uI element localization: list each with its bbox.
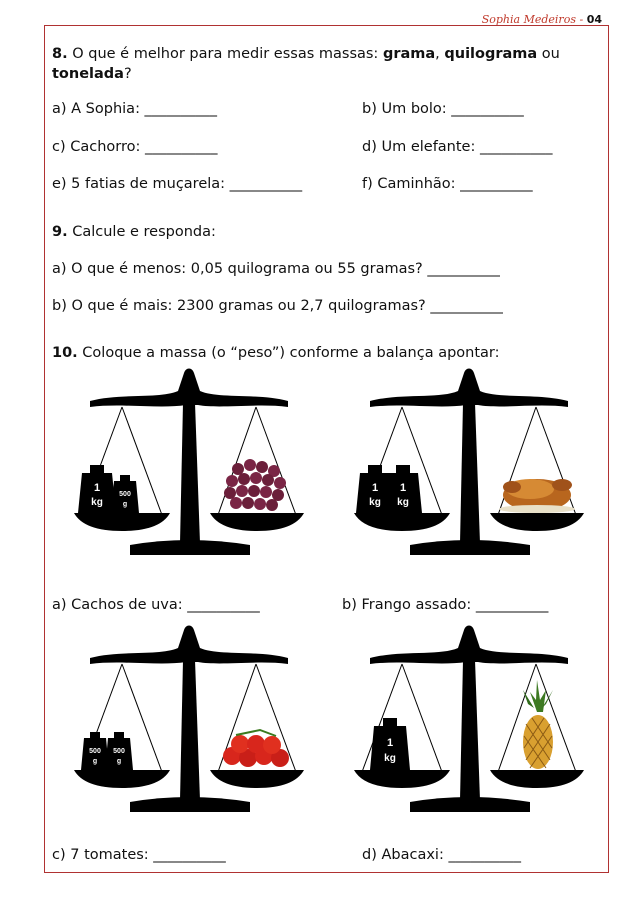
svg-text:kg: kg [369,497,381,508]
q10-caption-c: c) 7 tomates: __________ [52,847,226,863]
weight-500g [81,732,109,770]
q10-caption-a: a) Cachos de uva: __________ [52,597,260,613]
balance-icon [354,369,584,556]
q9-title: 9. Calcule e responda: [52,224,216,240]
svg-text:500: 500 [113,748,125,755]
svg-text:kg: kg [91,497,103,508]
page-header: Sophia Medeiros - 04 [481,13,602,26]
weight-1kg [370,718,410,770]
svg-text:g: g [116,758,122,765]
svg-text:kg: kg [384,753,396,764]
grapes-icon [224,459,286,511]
author-signature: Sophia Medeiros [481,13,576,26]
q8-item-e: e) 5 fatias de muçarela: __________ [52,176,303,192]
svg-text:kg: kg [397,497,409,508]
balance-scale-d [340,620,600,830]
balance-icon [74,369,304,556]
svg-text:1: 1 [371,482,379,494]
balance-scale-c [60,620,320,830]
balance-scale-b [340,363,600,573]
svg-text:1: 1 [399,482,407,494]
pineapple-icon [523,680,553,769]
svg-text:1: 1 [386,737,394,749]
tomatoes-icon [223,730,289,767]
q8-prompt-line1: 8. O que é melhor para medir essas massas: grama, quilograma ou [52,46,560,62]
svg-text:500: 500 [89,748,101,755]
q10-caption-b: b) Frango assado: __________ [342,597,549,613]
weight-1kg [78,465,116,513]
svg-text:g: g [122,501,128,508]
q8-prompt-line2: tonelada? [52,66,132,82]
q10-caption-d: d) Abacaxi: __________ [362,847,521,863]
weight-500g [111,475,139,513]
roast-chicken-icon [499,479,575,513]
q10-title: 10. Coloque a massa (o “peso”) conforme a balança apontar: [52,345,500,361]
q9-item-a: a) O que é menos: 0,05 quilograma ou 55 gramas? __________ [52,261,500,277]
q8-item-d: d) Um elefante: __________ [362,139,553,155]
q8-item-f: f) Caminhão: __________ [362,176,533,192]
q8-item-b: b) Um bolo: __________ [362,101,524,117]
balance-icon [74,626,304,813]
q9-item-b: b) O que é mais: 2300 gramas ou 2,7 quilogramas? __________ [52,298,503,314]
weight-1kg [384,465,422,513]
svg-text:1: 1 [93,482,101,494]
weight-500g [105,732,133,770]
svg-text:500: 500 [119,491,131,498]
page-number: 04 [586,13,602,26]
svg-text:g: g [92,758,98,765]
balance-scale-a [60,363,320,573]
q8-item-a: a) A Sophia: __________ [52,101,218,117]
q8-item-c: c) Cachorro: __________ [52,139,218,155]
